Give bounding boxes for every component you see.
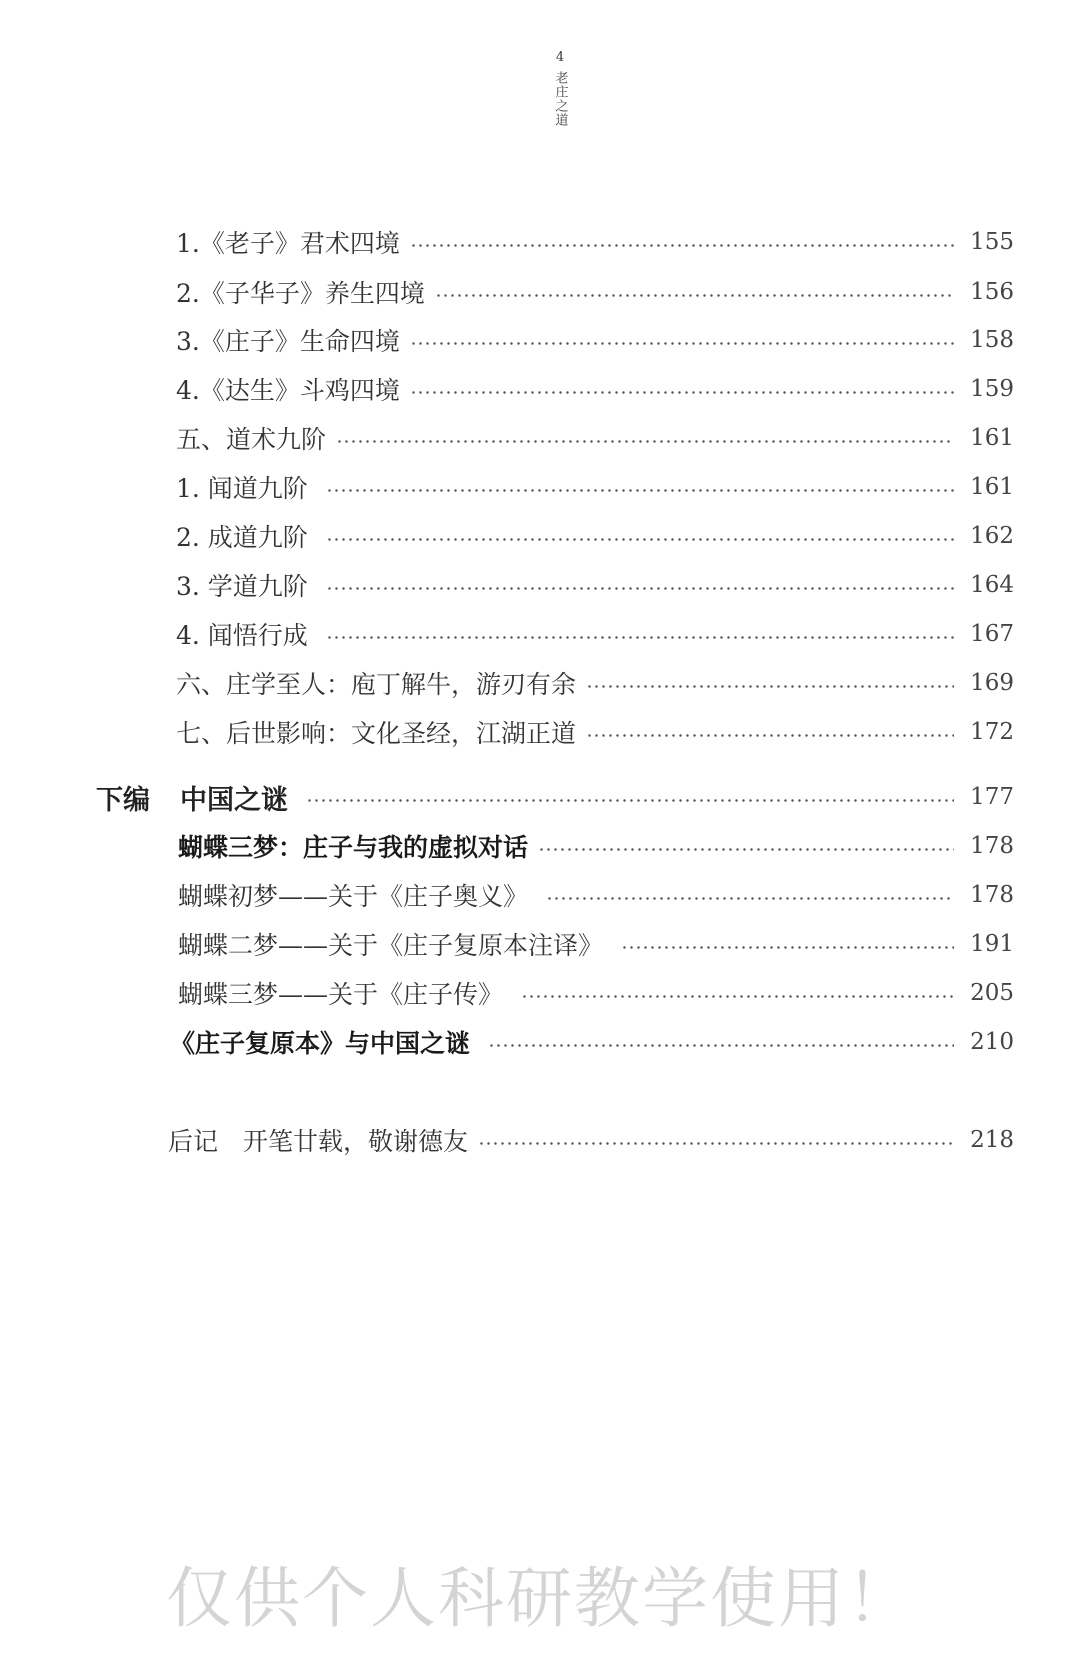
dot-leader xyxy=(410,342,954,345)
toc-entry-title: 蝴蝶三梦——关于《庄子传》 xyxy=(178,980,504,1009)
toc-entry-page: 178 xyxy=(970,882,1014,908)
dot-leader xyxy=(326,489,954,492)
toc-entry-title: 蝴蝶三梦：庄子与我的虚拟对话 xyxy=(178,833,529,862)
toc-entry-afterword[interactable] xyxy=(0,1120,1080,1160)
dot-leader xyxy=(410,391,954,394)
dot-leader xyxy=(478,1142,954,1145)
toc-entry-page: 161 xyxy=(970,425,1014,451)
toc-entry-title: 七、后世影响：文化圣经，江湖正道 xyxy=(176,719,577,748)
dot-leader xyxy=(336,440,954,443)
toc-entry-page: 169 xyxy=(970,670,1014,696)
toc-entry-page: 156 xyxy=(970,279,1014,305)
toc-entry-page: 164 xyxy=(970,572,1014,598)
afterword-title: 后记 开笔廿载，敬谢德友 xyxy=(168,1127,469,1156)
dot-leader xyxy=(326,538,954,541)
part-heading[interactable] xyxy=(0,777,1080,817)
toc-entry[interactable] xyxy=(0,222,1080,262)
dot-leader xyxy=(538,848,954,851)
dot-leader xyxy=(435,294,954,297)
toc-entry-page: 158 xyxy=(970,327,1014,353)
toc-entry[interactable] xyxy=(0,875,1080,915)
header-page-number: 4 xyxy=(555,50,565,65)
toc-entry-title: 4.《达生》斗鸡四境 xyxy=(176,376,400,405)
dot-leader xyxy=(326,587,954,590)
toc-entry-page: 162 xyxy=(970,523,1014,549)
toc-entry-page: 191 xyxy=(970,931,1014,957)
toc-entry[interactable] xyxy=(0,467,1080,507)
toc-entry-page: 159 xyxy=(970,376,1014,402)
toc-entry-title: 五、道术九阶 xyxy=(176,425,327,454)
toc-entry[interactable] xyxy=(0,272,1080,312)
toc-entry[interactable] xyxy=(0,1022,1080,1062)
dot-leader xyxy=(521,995,954,998)
running-header xyxy=(549,50,571,127)
dot-leader xyxy=(326,636,954,639)
toc-entry-page: 210 xyxy=(970,1029,1014,1055)
toc-entry-title: 六、庄学至人：庖丁解牛，游刃有余 xyxy=(176,670,577,699)
toc-entry-page: 178 xyxy=(970,833,1014,859)
toc-entry[interactable] xyxy=(0,320,1080,360)
toc-entry-title: 2.《子华子》养生四境 xyxy=(176,279,425,308)
toc-entry[interactable] xyxy=(0,973,1080,1013)
toc-entry-title: 蝴蝶初梦——关于《庄子奥义》 xyxy=(178,882,529,911)
toc-entry-title: 蝴蝶二梦——关于《庄子复原本注译》 xyxy=(178,931,604,960)
toc-entry[interactable] xyxy=(0,614,1080,654)
dot-leader xyxy=(586,734,954,737)
toc-entry[interactable] xyxy=(0,663,1080,703)
dot-leader xyxy=(488,1044,954,1047)
toc-entry-page: 155 xyxy=(970,229,1014,255)
toc-entry[interactable] xyxy=(0,712,1080,752)
toc-entry-title: 3. 学道九阶 xyxy=(176,572,308,601)
part-page: 177 xyxy=(970,784,1014,810)
toc-entry[interactable] xyxy=(0,826,1080,866)
toc-entry-page: 172 xyxy=(970,719,1014,745)
part-label: 下编 xyxy=(96,784,150,816)
afterword-page: 218 xyxy=(970,1127,1014,1153)
dot-leader xyxy=(546,897,954,900)
toc-entry-title: 《庄子复原本》与中国之谜 xyxy=(170,1029,471,1058)
toc-entry-page: 161 xyxy=(970,474,1014,500)
toc-entry-title: 3.《庄子》生命四境 xyxy=(176,327,400,356)
toc-entry[interactable] xyxy=(0,369,1080,409)
toc-entry-title: 1. 闻道九阶 xyxy=(176,474,308,503)
dot-leader xyxy=(306,799,954,802)
dot-leader xyxy=(621,946,954,949)
watermark: 仅供个人科研教学使用！ xyxy=(166,1560,914,1637)
toc-entry[interactable] xyxy=(0,516,1080,556)
toc-entry-title: 4. 闻悟行成 xyxy=(176,621,308,650)
toc-entry[interactable] xyxy=(0,565,1080,605)
toc-entry-title: 1.《老子》君术四境 xyxy=(176,229,400,258)
dot-leader xyxy=(410,244,954,247)
header-book-title: 老庄之道 xyxy=(552,71,568,127)
toc-entry[interactable] xyxy=(0,924,1080,964)
part-title: 中国之谜 xyxy=(180,784,288,816)
toc-entry-page: 205 xyxy=(970,980,1014,1006)
toc-entry-title: 2. 成道九阶 xyxy=(176,523,308,552)
toc-entry[interactable] xyxy=(0,418,1080,458)
dot-leader xyxy=(586,685,954,688)
toc-entry-page: 167 xyxy=(970,621,1014,647)
